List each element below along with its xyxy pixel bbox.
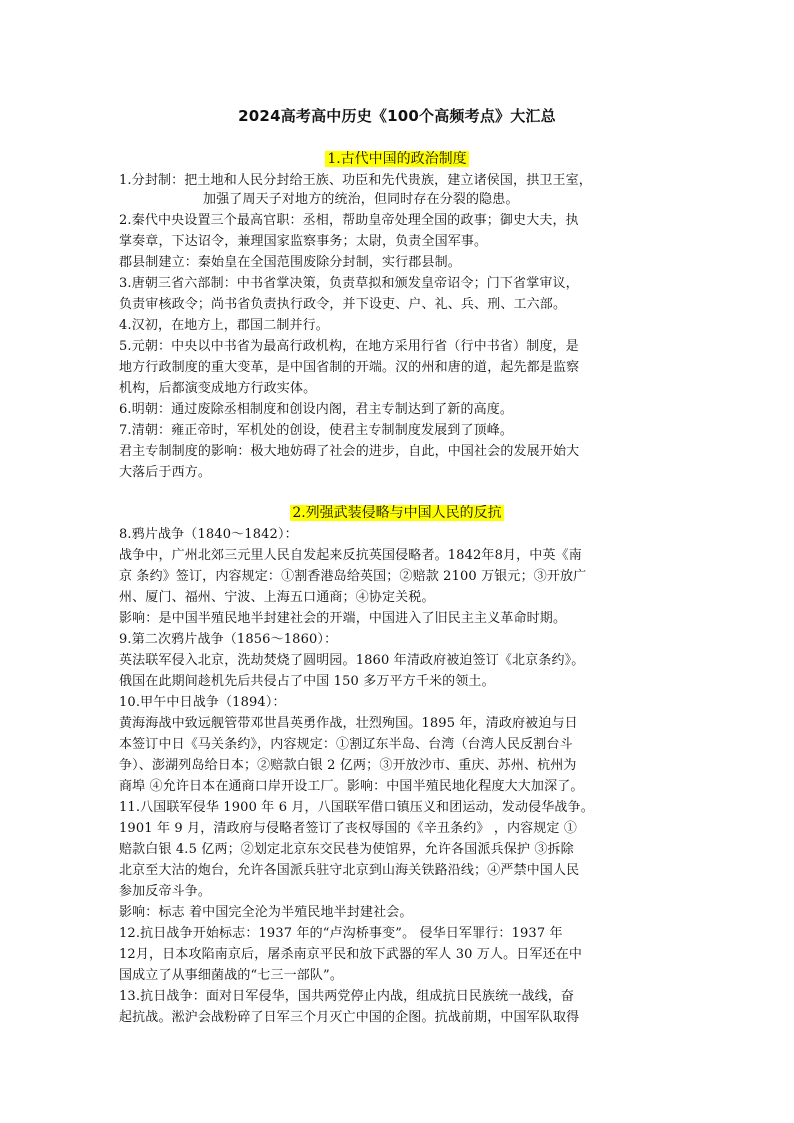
section-heading-political-system [0, 150, 794, 169]
text-line: 北京至大沽的炮台，允许各国派兵驻守北京到山海关铁路沿线；④严禁中国人民 [119, 863, 580, 878]
text-line: 12月，日本攻陷南京后，屠杀南京平民和放下武器的军人 30 万人。日军还在中 [119, 947, 583, 962]
section-heading-foreign-invasion [0, 504, 794, 523]
text-line: 8.鸦片战争（1840～1842）： [119, 527, 298, 542]
text-line: 3.唐朝三省六部制：中书省掌决策，负责草拟和颁发皇帝诏令；门下省掌审议， [119, 276, 579, 291]
text-line: 机构，后都演变成地方行政实体。 [119, 381, 317, 396]
text-line: 5.元朝：中央以中书省为最高行政机构，在地方采用行省（行中书省）制度，是 [119, 339, 579, 354]
text-line: 俄国在此期间趁机先后共侵占了中国 150 多万平方千米的领土。 [119, 674, 495, 689]
text-line: 12.抗日战争开始标志：1937 年的“卢沟桥事变”。 侵华日军罪行：1937 年 [119, 926, 563, 941]
section-heading-text: 1.古代中国的政治制度 [327, 151, 467, 167]
text-line: 影响：标志 着中国完全沦为半殖民地半封建社会。 [119, 905, 413, 920]
text-line: 1901 年 9 月，清政府与侵略者签订了丧权辱国的《辛丑条约》 ，内容规定 ① [119, 821, 578, 836]
text-line: 2.秦代中央设置三个最高官职：丞相，帮助皇帝处理全国的政事；御史大夫，执 [119, 213, 579, 228]
text-line: 参加反帝斗争。 [119, 884, 212, 899]
text-line: 英法联军侵入北京，洗劫焚烧了圆明园。1860 年清政府被迫签订《北京条约》。 [119, 653, 585, 668]
text-line: 商埠 ④允许日本在通商口岸开设工厂。影响：中国半殖民地化程度大大加深了。 [119, 779, 584, 794]
text-line: 地方行政制度的重大变革，是中国省制的开端。汉的州和唐的道，起先都是监察 [119, 360, 580, 375]
text-line: 1.分封制：把土地和人民分封给王族、功臣和先代贵族，建立诸侯国，拱卫王室， [119, 173, 592, 188]
text-line: 9.第二次鸦片战争（1856～1860）： [119, 632, 338, 647]
text-line: 掌奏章，下达诏令，兼理国家监察事务；太尉，负责全国军事。 [119, 234, 488, 249]
text-line: 州、厦门、福州、宁波、上海五口通商；④协定关税。 [119, 590, 435, 605]
text-line: 13.抗日战争：面对日军侵华，国共两党停止内战，组成抗日民族统一战线，奋 [119, 989, 575, 1004]
text-line: 大落后于西方。 [119, 465, 212, 480]
text-line: 郡县制建立：秦始皇在全国范围废除分封制，实行郡县制。 [119, 255, 461, 270]
text-line: 京 条约》签订，内容规定：①割香港岛给英国；②赔款 2100 万银元；③开放广 [119, 569, 587, 584]
text-line: 国成立了从事细菌战的“七三一部队”。 [119, 968, 343, 983]
text-line: 负责审核政令；尚书省负责执行政令，并下设吏、户、礼、兵、刑、工六部。 [119, 297, 567, 312]
text-line: 10.甲午中日战争（1894）： [119, 695, 286, 710]
text-line: 战争中，广州北郊三元里人民自发起来反抗英国侵略者。1842年8月，中英《南 [119, 548, 582, 563]
text-line: 影响：是中国半殖民地半封建社会的开端，中国进入了旧民主主义革命时期。 [119, 611, 567, 626]
text-line: 君主专制制度的影响：极大地妨碍了社会的进步，自此，中国社会的发展开始大 [119, 444, 580, 459]
text-line: 4.汉初，在地方上，郡国二制并行。 [119, 318, 329, 333]
document-title: 2024高考高中历史《100个高频考点》大汇总 [238, 107, 556, 125]
text-line: 起抗战。淞沪会战粉碎了日军三个月灭亡中国的企图。抗战前期，中国军队取得 [119, 1010, 580, 1025]
text-line: 本签订中日《马关条约》，内容规定：①割辽东半岛、台湾（台湾人民反割台斗 [119, 737, 573, 752]
text-line: 7.清朝：雍正帝时，军机处的创设，使君主专制制度发展到了顶峰。 [119, 423, 514, 438]
text-line: 黄海海战中致远舰管带邓世昌英勇作战，壮烈殉国。1895 年，清政府被迫与日 [119, 716, 578, 731]
text-line: 6.明朝：通过废除丞相制度和创设内阁，君主专制达到了新的高度。 [119, 402, 514, 417]
section-heading-text: 2.列强武装侵略与中国人民的反抗 [292, 505, 502, 521]
text-line: 11.八国联军侵华 1900 年 6 月，八国联军借口镇压义和团运动，发动侵华战争。 [119, 800, 594, 815]
text-line: 争）、澎湖列岛给日本；②赔款白银 2 亿两；③开放沙市、重庆、苏州、杭州为 [119, 758, 577, 773]
text-line: 赔款白银 4.5 亿两；②划定北京东交民巷为使馆界，允许各国派兵保护 ③拆除 [119, 842, 574, 857]
text-line: 加强了周天子对地方的统治，但同时存在分裂的隐患。 [203, 192, 519, 207]
